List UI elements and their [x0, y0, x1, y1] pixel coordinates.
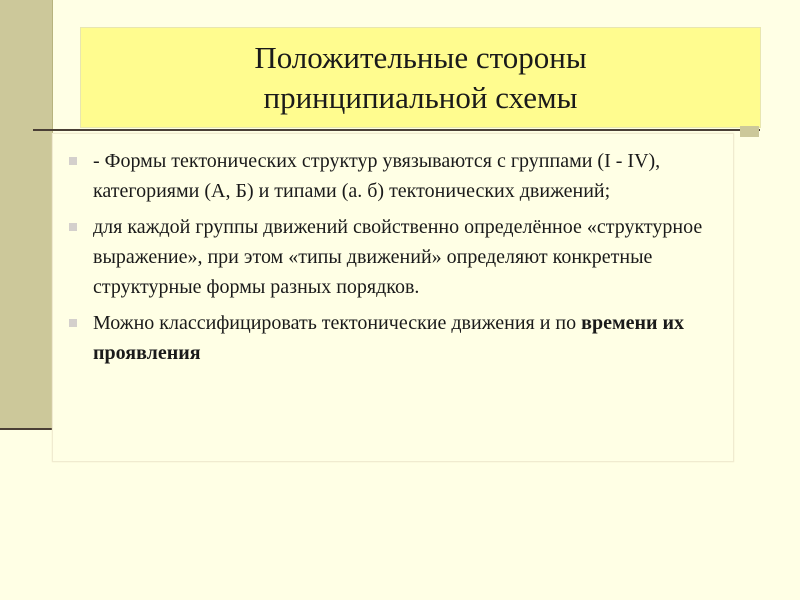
bullet-item-1 — [65, 146, 720, 206]
left-accent-bar — [0, 0, 53, 429]
content-box — [52, 133, 734, 462]
bullet-list — [65, 146, 720, 374]
bullet-square-icon — [69, 157, 77, 165]
bullet-text-3-bold: времени их проявления — [93, 312, 685, 364]
bullet-text-2: для каждой группы движений свойственно определённое «структурное выражение», при этом «типы движений» определяют конкретные структурные формы разных порядков. — [93, 216, 703, 298]
title-line-1: Положительные стороны — [254, 39, 587, 75]
slide-title — [254, 38, 586, 118]
bullet-item-2 — [65, 212, 720, 302]
bullet-item-3 — [65, 308, 720, 368]
bullet-text-3: Можно классифицировать тектонические движения и по — [93, 312, 582, 334]
bullet-square-icon — [69, 319, 77, 327]
bullet-square-icon — [69, 223, 77, 231]
title-rule — [33, 129, 760, 131]
left-bar-rule — [0, 428, 52, 430]
bullet-text-1: - Формы тектонических структур увязываются с группами (I - IV), категориями (А, Б) и типами (а. б) тектонических движений; — [93, 150, 661, 202]
title-box — [80, 27, 761, 128]
title-rule-accent — [740, 126, 759, 137]
title-line-2: принципиальной схемы — [263, 79, 578, 115]
